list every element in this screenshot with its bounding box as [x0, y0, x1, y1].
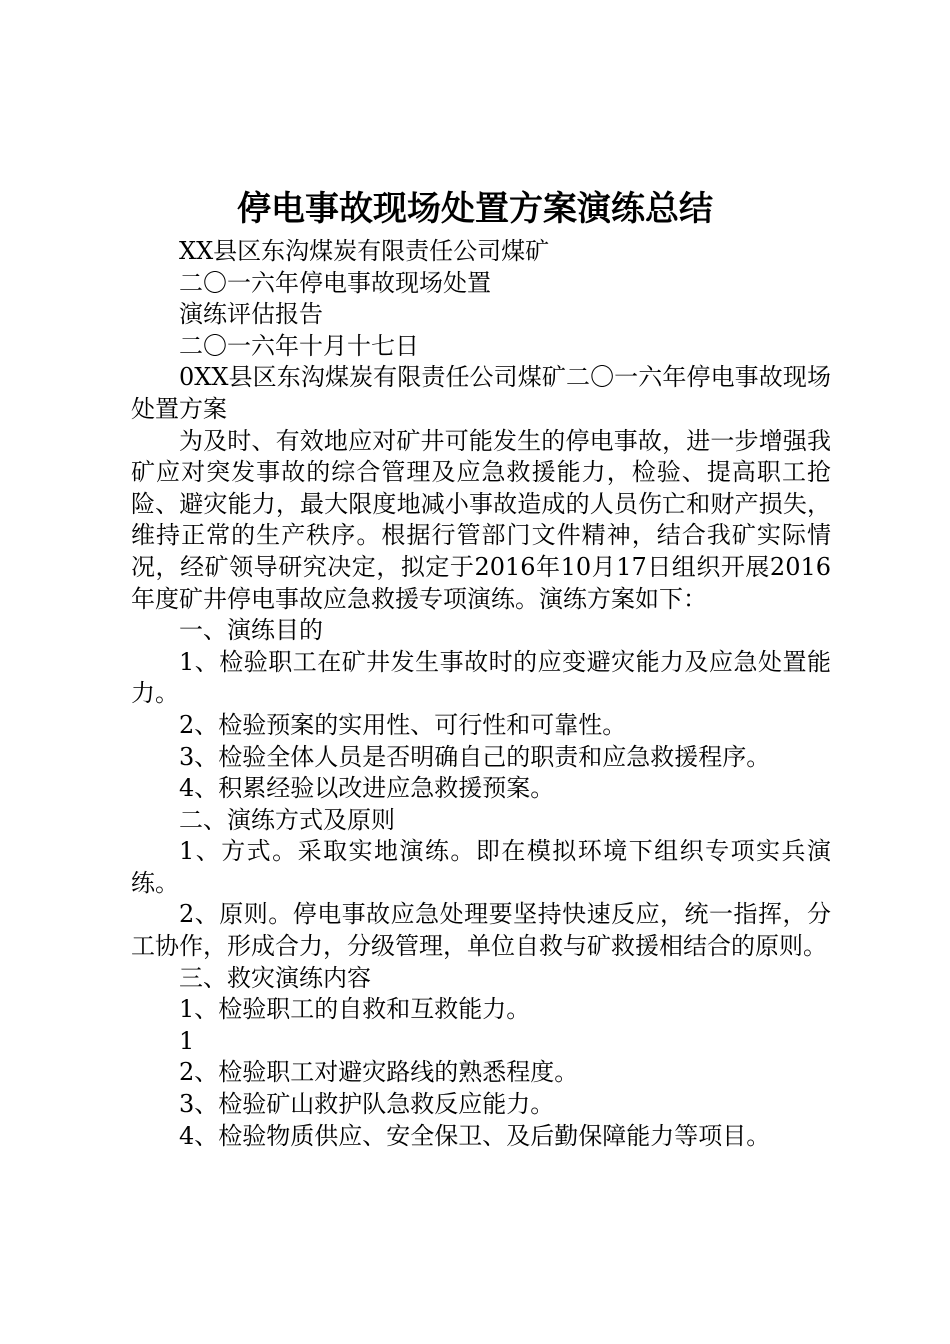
- list-item: 2、检验预案的实用性、可行性和可靠性。: [179, 710, 627, 739]
- section-heading-method: 二、演练方式及原则: [179, 805, 395, 834]
- list-item: 1、检验职工在矿井发生事故时的应变避灾能力及应急处置能力。: [131, 647, 831, 708]
- document-title: 停电事故现场处置方案演练总结: [237, 189, 713, 229]
- list-item: 2、原则。停电事故应急处理要坚持快速反应，统一指挥，分工协作，形成合力，分级管理，单位自救与矿救援相结合的原则。: [131, 900, 831, 961]
- paragraph-report-date: 二〇一六年十月十七日: [179, 331, 419, 360]
- list-item: 2、检验职工对避灾路线的熟悉程度。: [179, 1058, 579, 1087]
- section-heading-purpose: 一、演练目的: [179, 616, 323, 645]
- list-item: 4、检验物质供应、安全保卫、及后勤保障能力等项目。: [179, 1121, 771, 1150]
- document-body: [131, 236, 831, 1152]
- paragraph-company-name: XX县区东沟煤炭有限责任公司煤矿: [179, 237, 550, 265]
- paragraph-report-subject: 二〇一六年停电事故现场处置: [179, 268, 491, 297]
- list-item: 1、检验职工的自救和互救能力。: [179, 995, 531, 1024]
- list-item: 3、检验全体人员是否明确自己的职责和应急救援程序。: [179, 742, 771, 771]
- paragraph-report-type: 演练评估报告: [179, 300, 323, 329]
- paragraph-plan-title: 0XX县区东沟煤炭有限责任公司煤矿二〇一六年停电事故现场处置方案: [131, 363, 831, 423]
- section-heading-content: 三、救灾演练内容: [179, 963, 371, 992]
- page-number: 1: [179, 1026, 195, 1055]
- list-item: 4、积累经验以改进应急救援预案。: [179, 774, 555, 803]
- paragraph-introduction: 为及时、有效地应对矿井可能发生的停电事故，进一步增强我矿应对突发事故的综合管理及应急救援能力，检验、提高职工抢险、避灾能力，最大限度地减小事故造成的人员伤亡和财产损失，维持正常的生产秩序。根据行管部门文件精神，结合我矿实际情况，经矿领导研究决定，拟定于2016年10月17日组织开展2016年度矿井停电事故应急救援专项演练。演练方案如下：: [131, 426, 831, 613]
- list-item: 1、方式。采取实地演练。即在模拟环境下组织专项实兵演练。: [131, 837, 831, 897]
- list-item: 3、检验矿山救护队急救反应能力。: [179, 1090, 555, 1119]
